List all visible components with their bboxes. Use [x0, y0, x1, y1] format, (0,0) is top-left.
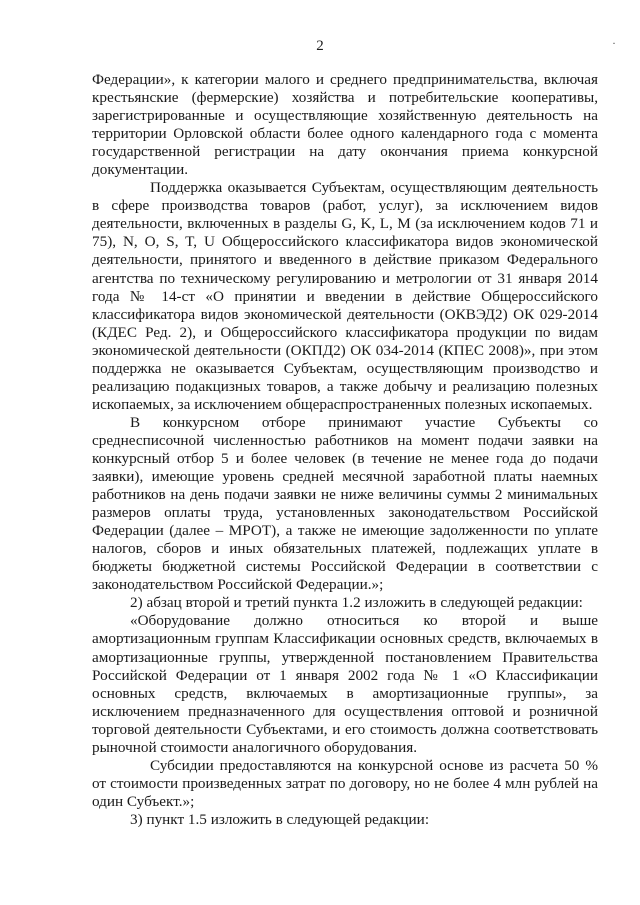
paragraph-equipment-requirements: «Оборудование должно относиться ко второй и выше амортизационным группам Классификации основных средств, включаемых в амортизационные группы, утвержденной постановлением Правительства Российской Федерации от 1 января 2002 года № 1 «О Классификации основных средств, включаемых в амортизационные группы», за исключением предназначенного для осуществления оптовой и розничной торговой деятельности Субъектами, и его стоимость должна соответствовать рыночной стоимости аналогичного оборудования.: [92, 612, 598, 756]
document-body: [92, 71, 598, 829]
paragraph-amendment-2: 2) абзац второй и третий пункта 1.2 изложить в следующей редакции:: [130, 594, 583, 612]
scan-mark: ·: [612, 36, 616, 50]
paragraph-competition-participants: В конкурсном отборе принимают участие Субъекты со среднесписочной численностью работников на момент подачи заявки на конкурсный отбор 5 и более человек (в течение не менее года до подачи заявки), имеющие уровень средней месячной заработной платы наемных работников на день подачи заявки не ниже величины суммы 2 минимальных размеров оплаты труда, установленных законодательством Российской Федерации (далее – МРОТ), а также не имеющие задолженности по уплате налогов, сборов и иных обязательных платежей, подлежащих уплате в бюджеты бюджетной системы Российской Федерации в соответствии с законодательством Российской Федерации.»;: [92, 413, 598, 594]
page-number: 2: [316, 38, 324, 54]
paragraph-continuation: Федерации», к категории малого и среднего предпринимательства, включая крестьянские (фермерские) хозяйства и потребительские кооперативы, зарегистрированные и осуществляющие хозяйственную деятельность на территории Орловской области более одного календарного года с момента государственной регистрации на дату окончания приема конкурсной документации.: [92, 71, 598, 179]
paragraph-amendment-3: 3) пункт 1.5 изложить в следующей редакции:: [130, 810, 430, 828]
paragraph-subsidy-terms: Субсидии предоставляются на конкурсной основе из расчета 50 % от стоимости произведенных затрат по договору, но не более 4 млн рублей на один Субъект.»;: [92, 756, 598, 810]
paragraph-support-scope: Поддержка оказывается Субъектам, осуществляющим деятельность в сфере производства товаров (работ, услуг), за исключением видов деятельности, включенных в разделы G, K, L, M (за исключением кодов 71 и 75), N, O, S, T, U Общероссийского классификатора видов экономической деятельности, принятого и введенного в действие приказом Федерального агентства по техническому регулированию и метрологии от 31 января 2014 года № 14-ст «О принятии и введении в действие Общероссийского классификатора видов экономической деятельности (ОКВЭД2) ОК 029-2014 (КДЕС Ред. 2), и Общероссийского классификатора продукции по видам экономической деятельности (ОКПД2) ОК 034-2014 (КПЕС 2008)», при этом поддержка не оказывается Субъектам, осуществляющим производство и реализацию подакцизных товаров, а также добычу и реализацию полезных ископаемых, за исключением общераспространенных полезных ископаемых.: [92, 179, 598, 413]
